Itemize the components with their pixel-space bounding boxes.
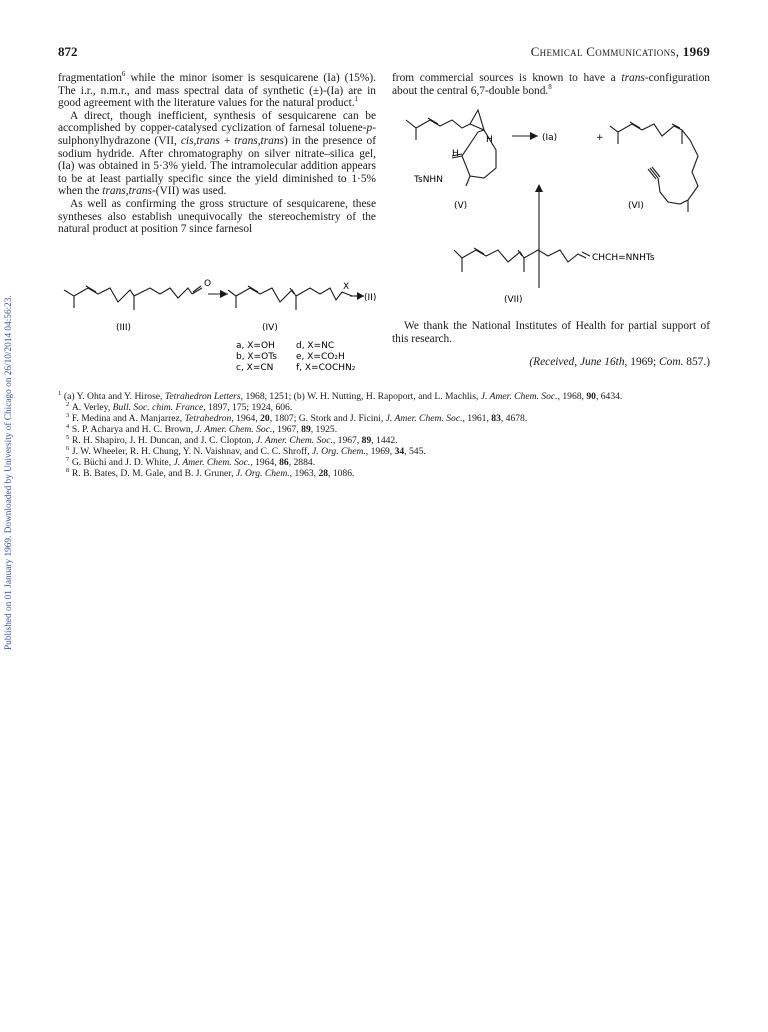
label-iv: (IV): [262, 323, 278, 333]
vi-chain-bonds: [610, 124, 698, 212]
v-h-label-top: H: [486, 135, 493, 145]
iv-x-bond: [342, 292, 352, 296]
target-ii-label: (II): [364, 293, 377, 303]
v-h-label-mid: H: [452, 149, 459, 159]
arrow-vii-v-head: [535, 184, 543, 192]
vii-double-bonds: [474, 248, 590, 256]
substituent-b: b, X=OTs: [236, 352, 277, 362]
reference-2: $^2$ A. Verley, Bull. Soc. chim. France, 1897, 175; 1924, 606.: [66, 400, 293, 413]
substituent-c: c, X=CN: [236, 363, 274, 373]
provenance-text: Published on 01 January 1969. Downloaded by University of Chicago on 26/10/2014 04:56:23.: [4, 295, 14, 650]
label-vii: (VII): [504, 295, 523, 305]
iii-chain-bonds: [64, 288, 192, 310]
reference-number: 6: [66, 444, 71, 452]
received-line: (Received, June 16th, 1969; Com. 857.): [529, 356, 710, 368]
left-column: [58, 72, 376, 236]
iii-double-bond: [86, 286, 96, 292]
plus-sign: +: [596, 133, 604, 143]
reference-7: $^7$ G. Büchi and J. D. White, J. Amer. Chem. Soc., 1964, 86, 2884.: [66, 455, 316, 468]
reference-number: 3: [66, 411, 71, 419]
substituent-d: d, X=NC: [296, 341, 335, 351]
references-list: [58, 391, 710, 479]
label-vi: (VI): [628, 201, 644, 211]
scheme-v-vi-vii-svg: [392, 100, 710, 312]
left-paragraph-3: As well as confirming the gross structure of sesquicarene, these syntheses also establish unequivocally the stereochemistry of the natural product at position 7 since farnesol: [58, 197, 376, 236]
iii-carbonyl: [192, 286, 202, 294]
reference-number: 8: [66, 466, 71, 474]
reference-number: 4: [66, 422, 71, 430]
reference-1: $^1$ (a) Y. Ohta and Y. Hirose, Tetrahedron Letters, 1968, 1251; (b) W. H. Nutting, H. Rapoport, and L. Machlis, J. Amer. Chem. Soc., 1968, 90, 6434.: [58, 389, 623, 402]
v-methyl-bond: [466, 176, 470, 186]
reference-number: 5: [66, 433, 71, 441]
reference-number: 7: [66, 455, 71, 463]
left-paragraph-1: fragmentation$^6$ while the minor isomer is sesquicarene (Ia) (15%). The i.r., n.m.r., and mass spectral data of synthetic (±)-(Ia) are in good agreement with the literature values for the natural product.$^1$: [58, 70, 376, 110]
reference-number: 2: [66, 400, 71, 408]
reference-number: 1: [58, 389, 63, 397]
arrow-v-ia-head: [530, 132, 538, 140]
iv-chain-bonds: [228, 288, 342, 310]
reference-8: $^8$ R. B. Bates, D. M. Gale, and B. J. Gruner, J. Org. Chem., 1963, 28, 1086.: [66, 466, 355, 479]
reference-5: $^5$ R. H. Shapiro, J. H. Duncan, and J. C. Clopton, J. Amer. Chem. Soc., 1967, 89, 1442.: [66, 433, 398, 446]
journal-header: Chemical Communications, 1969: [530, 44, 710, 59]
arrow-iv-ii-head: [357, 292, 364, 300]
v-cyclopropane: [470, 110, 484, 130]
target-ia-label: (Ia): [542, 133, 558, 143]
label-iii: (III): [116, 323, 131, 333]
running-header: [58, 44, 710, 60]
x-substituent-label: X: [343, 282, 350, 292]
iv-double-bonds: [248, 286, 294, 294]
substituent-e: e, X=CO₂H: [296, 352, 345, 362]
v-tsnhn-label: TsNHN: [414, 175, 443, 185]
page-number: 872: [58, 44, 78, 59]
scheme-iii-iv-svg: [58, 276, 378, 376]
journal-title: Chemical Communications: [530, 44, 676, 59]
reference-3: $^3$ F. Medina and A. Manjarrez, Tetrahedron, 1964, 20, 1807; G. Stork and J. Ficini, J. Amer. Chem. Soc., 1961, 83, 4678.: [66, 411, 528, 424]
reference-4: $^4$ S. P. Acharya and H. C. Brown, J. Amer. Chem. Soc., 1967, 89, 1925.: [66, 422, 338, 435]
journal-year: 1969: [682, 44, 710, 59]
provenance-note: [4, 190, 18, 650]
left-paragraph-2: A direct, though inefficient, synthesis of sesquicarene can be accomplished by copper-catalysed cyclization of farnesal toluene-p-sulphonylhydrazone (VII, cis,trans + trans,trans) in the presence of sodium hydride. After chromatography on silver nitrate–silica gel, (Ia) was obtained in 5·3% yield. The intramolecular addition appears to be at least partially specific since the yield diminished to 1·5% when the trans,trans-(VII) was used.: [58, 109, 376, 198]
vii-hydrazone-label: CHCH=NNHTs: [592, 253, 655, 263]
vi-triple-bond: [648, 167, 660, 179]
v-double-bond: [428, 118, 438, 124]
right-column: [392, 72, 710, 97]
v-side-chain: [406, 120, 470, 140]
reference-6: $^6$ J. W. Wheeler, R. H. Chung, Y. N. Vaishnav, and C. C. Shroff, J. Org. Chem., 1969, 34, 545.: [66, 444, 426, 457]
arrow-iii-iv-head: [220, 290, 228, 298]
substituent-f: f, X=COCHN₂: [296, 363, 356, 373]
acknowledgement: We thank the National Institutes of Health for partial support of this research.: [392, 320, 710, 345]
right-paragraph-1: from commercial sources is known to have a trans-configuration about the central 6,7-double bond.$^8$: [392, 72, 710, 97]
scheme-vii-to-ia: [392, 100, 710, 312]
label-v: (V): [454, 201, 468, 211]
substituent-a: a, X=OH: [236, 341, 275, 351]
carbonyl-o-label: O: [204, 279, 212, 289]
scheme-farnesal-to-ii: [58, 276, 378, 376]
